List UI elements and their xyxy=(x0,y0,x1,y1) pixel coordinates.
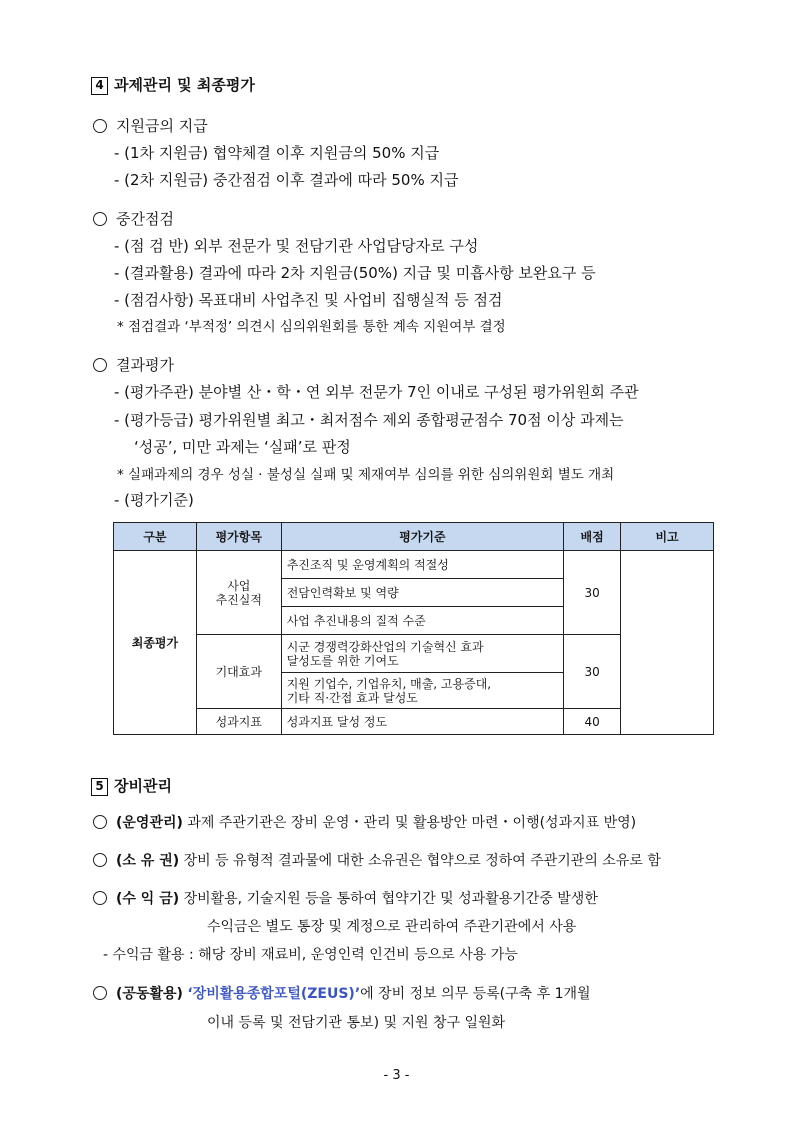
section-4-heading xyxy=(91,75,255,95)
circle-bullet-icon xyxy=(93,212,107,226)
bullet-result-title xyxy=(93,355,174,375)
ops-text: 과제 주관기관은 장비 운영・관리 및 활용방안 마련・이행(성과지표 반영) xyxy=(187,815,637,831)
circle-bullet-icon xyxy=(93,358,107,372)
header-criteria: 평가기준 xyxy=(281,523,563,551)
zeus-portal-text: ‘장비활용종합포털(ZEUS)’ xyxy=(187,986,361,1002)
ops-row xyxy=(93,813,636,833)
section-title: 과제관리 및 최종평가 xyxy=(114,76,255,94)
cell-score-2: 30 xyxy=(564,635,621,709)
rev-text-2: 수익금은 별도 통장 및 계정으로 관리하여 주관기관에서 사용 xyxy=(207,919,577,935)
circle-bullet-icon xyxy=(93,815,107,829)
rev-label: (수 익 금) xyxy=(116,891,180,907)
cell-criteria: 전담인력확보 및 역량 xyxy=(281,579,563,607)
mid-item-1: - (점 검 반) 외부 전문가 및 전담기관 사업담당자로 구성 xyxy=(114,237,479,255)
cell-criteria: 사업 추진내용의 질적 수준 xyxy=(281,607,563,635)
cell-remark xyxy=(621,551,714,735)
section-title: 장비관리 xyxy=(114,777,172,795)
section-number-box: 5 xyxy=(91,778,108,796)
circle-bullet-icon xyxy=(93,119,107,133)
cell-category: 최종평가 xyxy=(114,551,197,735)
circle-bullet-icon xyxy=(93,853,107,867)
share-label: (공동활용) xyxy=(116,986,183,1002)
result-item-3: - (평가기준) xyxy=(114,491,194,509)
ownership-row xyxy=(93,851,661,871)
header-score: 배점 xyxy=(564,523,621,551)
cell-score-3: 40 xyxy=(564,709,621,735)
cell-criteria: 추진조직 및 운영계획의 적절성 xyxy=(281,551,563,579)
cell-item-3: 성과지표 xyxy=(196,709,281,735)
result-item-2b: ‘성공’, 미만 과제는 ‘실패’로 판정 xyxy=(134,438,351,456)
cell-item-2: 기대효과 xyxy=(196,635,281,709)
own-label: (소 유 권) xyxy=(116,853,180,869)
header-item: 평가항목 xyxy=(196,523,281,551)
result-note: * 실패과제의 경우 성실 · 불성실 실패 및 제재여부 심의를 위한 심의위원회 별도 개최 xyxy=(117,467,615,483)
bullet-support-title xyxy=(93,116,208,136)
table-header-row xyxy=(114,523,714,551)
header-category: 구분 xyxy=(114,523,197,551)
table-row xyxy=(114,551,714,579)
circle-bullet-icon xyxy=(93,891,107,905)
support-item-2: - (2차 지원금) 중간점검 이후 결과에 따라 50% 지급 xyxy=(114,171,459,189)
bullet-text: 결과평가 xyxy=(116,356,174,374)
evaluation-table xyxy=(113,522,714,735)
header-remark: 비고 xyxy=(621,523,714,551)
rev-sub: - 수익금 활용 : 해당 장비 재료비, 운영인력 인건비 등으로 사용 가능 xyxy=(103,947,518,963)
section-5-heading xyxy=(91,776,172,796)
cell-score-1: 30 xyxy=(564,551,621,635)
revenue-row xyxy=(93,889,598,909)
cell-criteria: 성과지표 달성 정도 xyxy=(281,709,563,735)
cell-criteria: 시군 경쟁력강화산업의 기술혁신 효과 달성도를 위한 기여도 xyxy=(281,635,563,673)
rev-text-1: 장비활용, 기술지원 등을 통하여 협약기간 및 성과활용기간중 발생한 xyxy=(183,891,598,907)
result-item-2a: - (평가등급) 평가위원별 최고・최저점수 제외 종합평균점수 70점 이상 과제는 xyxy=(114,411,624,429)
bullet-text: 지원금의 지급 xyxy=(116,117,208,135)
support-item-1: - (1차 지원금) 협약체결 이후 지원금의 50% 지급 xyxy=(114,144,440,162)
page-number: - 3 - xyxy=(383,1068,410,1083)
share-row xyxy=(93,984,591,1004)
share-text-1: 에 장비 정보 의무 등록(구축 후 1개월 xyxy=(360,986,591,1002)
mid-note: * 점검결과 ‘부적정’ 의견시 심의위원회를 통한 계속 지원여부 결정 xyxy=(117,319,506,335)
cell-criteria: 지원 기업수, 기업유치, 매출, 고용증대, 기타 직·간접 효과 달성도 xyxy=(281,673,563,709)
result-item-1: - (평가주관) 분야별 산・학・연 외부 전문가 7인 이내로 구성된 평가위원회 주관 xyxy=(114,383,639,401)
cell-item-1: 사업 추진실적 xyxy=(196,551,281,635)
share-text-2: 이내 등록 및 전담기관 통보) 및 지원 창구 일원화 xyxy=(207,1015,506,1031)
section-number-box: 4 xyxy=(91,77,108,95)
bullet-mid-title xyxy=(93,209,174,229)
mid-item-2: - (결과활용) 결과에 따라 2차 지원금(50%) 지급 및 미흡사항 보완요구 등 xyxy=(114,264,596,282)
own-text: 장비 등 유형적 결과물에 대한 소유권은 협약으로 정하여 주관기관의 소유로 함 xyxy=(183,853,661,869)
bullet-text: 중간점검 xyxy=(116,210,174,228)
mid-item-3: - (점검사항) 목표대비 사업추진 및 사업비 집행실적 등 점검 xyxy=(114,291,503,309)
circle-bullet-icon xyxy=(93,986,107,1000)
ops-label: (운영관리) xyxy=(116,815,183,831)
